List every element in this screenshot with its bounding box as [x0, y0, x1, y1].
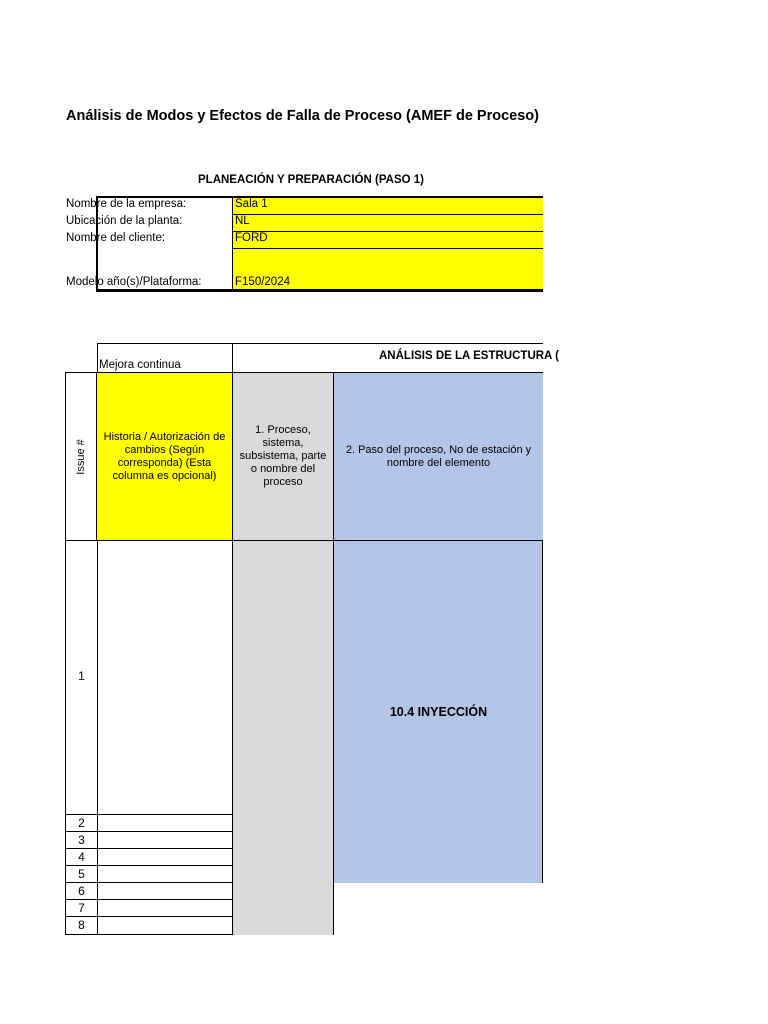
process-column — [233, 541, 334, 935]
step-value: 10.4 INYECCIÓN — [389, 705, 488, 719]
issue-number: 1 — [78, 669, 85, 683]
issue-header-cell — [65, 372, 97, 541]
structure-header-cell — [232, 343, 559, 372]
history-header: Historia / Autorización de cambios (Según corresponda) (Esta columna es opcional) — [97, 372, 233, 541]
table-row — [65, 866, 233, 883]
mejora-header-cell — [97, 343, 233, 372]
plant-location-value[interactable]: NL — [235, 215, 250, 227]
step-cell[interactable] — [334, 541, 543, 883]
mejora-header: Mejora continua — [99, 359, 181, 371]
table-row — [65, 541, 233, 815]
cell-divider — [97, 917, 98, 934]
table-row — [65, 917, 233, 935]
cell-divider — [97, 832, 98, 848]
issue-number: 2 — [78, 816, 85, 830]
issue-number: 4 — [78, 850, 85, 864]
structure-header: ANÁLISIS DE LA ESTRUCTURA ( — [379, 350, 559, 362]
table-row — [65, 883, 233, 900]
cell-divider — [97, 849, 98, 865]
section-title: PLANEACIÓN Y PREPARACIÓN (PASO 1) — [198, 174, 424, 186]
process-header: 1. Proceso, sistema, subsistema, parte o nombre del proceso — [233, 372, 334, 541]
step-header: 2. Paso del proceso, No de estación y nombre del elemento — [334, 372, 543, 541]
table-row — [65, 815, 233, 832]
cell-divider — [97, 900, 98, 916]
cell-divider — [97, 883, 98, 899]
issue-number: 3 — [78, 833, 85, 847]
issue-number: 8 — [78, 918, 85, 932]
cell-divider — [97, 541, 98, 814]
company-name-label: Nombre de la empresa: — [66, 198, 187, 210]
model-year-label: Modelo año(s)/Plataforma: — [66, 276, 202, 288]
company-name-value[interactable]: Sala 1 — [235, 198, 268, 210]
model-year-value[interactable]: F150/2024 — [235, 276, 290, 288]
table-row — [65, 900, 233, 917]
table-row — [65, 832, 233, 849]
issue-header: Issue # — [75, 438, 87, 475]
cell-divider — [97, 815, 98, 831]
plant-location-label: Ubicación de la planta: — [66, 215, 183, 227]
customer-name-value[interactable]: FORD — [235, 232, 268, 244]
cell-divider — [97, 866, 98, 882]
issue-number: 7 — [78, 901, 85, 915]
document-title: Análisis de Modos y Efectos de Falla de Proceso (AMEF de Proceso) — [66, 108, 539, 124]
table-row — [65, 849, 233, 866]
step-cell-border — [542, 541, 543, 883]
issue-number: 5 — [78, 867, 85, 881]
customer-name-label: Nombre del cliente: — [66, 232, 166, 244]
issue-number: 6 — [78, 884, 85, 898]
